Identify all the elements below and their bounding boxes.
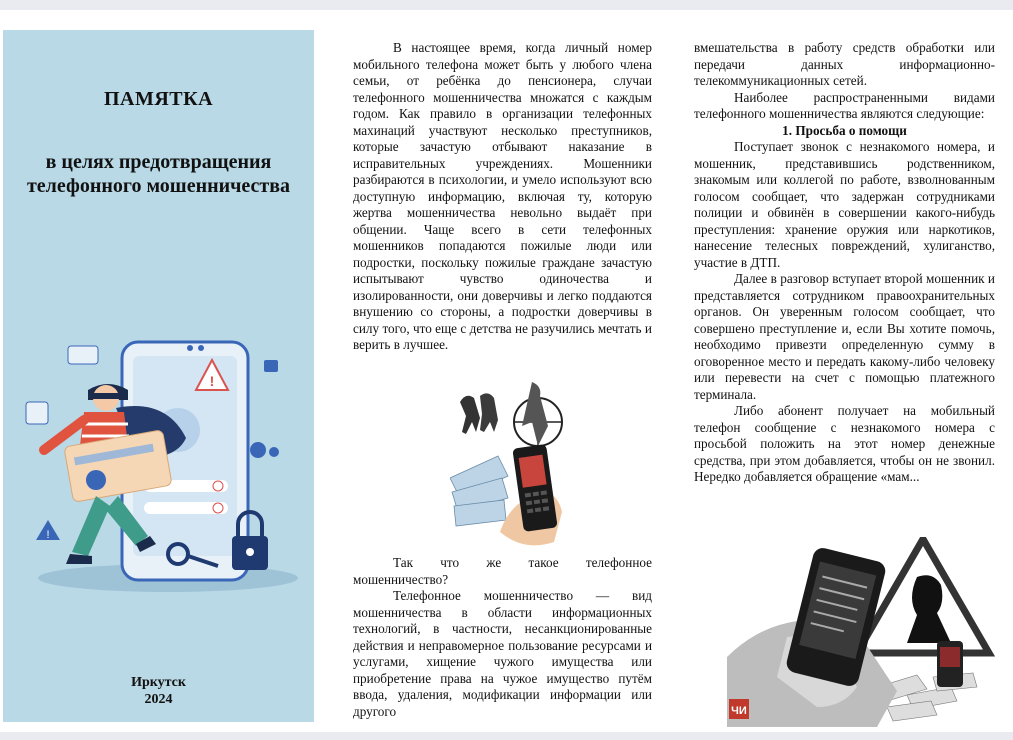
section-heading: 1. Просьба о помощи <box>782 122 907 138</box>
cover-city: Иркутск <box>131 675 186 690</box>
svg-text:!: ! <box>46 529 50 541</box>
phone-warning-image <box>727 537 997 727</box>
paragraph-second-fraudster: Далее в разговор вступает второй мошенник и представляется сотрудником правоохранительных органов. Он уверенным голосом сообщает, что совершено преступление и, если Вы хотите помочь, необходимо привезти определенную сумму в оговоренное место и передать какому-либо человеку или перевести на счет с помощью платежного терминала. <box>694 271 995 402</box>
cover-panel <box>3 30 314 722</box>
cover-subtitle-line-2: телефонного мошенничества <box>26 175 291 197</box>
column-middle-top <box>353 40 652 354</box>
column-right <box>694 40 995 486</box>
cover-subtitle <box>3 150 314 198</box>
paragraph-continuation: вмешательства в работу средств обработки или передачи данных информационно-телекоммуникационных сетей. <box>694 40 995 88</box>
paragraph-question: Так что же такое телефонное мошенничество? <box>353 555 652 587</box>
paragraph-definition: Телефонное мошенничество — вид мошенничества в области информационных технологий, в частности, несанкционированные действия и неправомерное пользование ресурсами и услугами, хищение чужого имущества или приобретение права на чужое имущество путём ввода, удаления, модификации информации или другого <box>353 588 652 719</box>
phone-scam-image <box>450 382 565 547</box>
fraud-illustration <box>18 320 303 600</box>
svg-text:!: ! <box>209 373 215 389</box>
document-page <box>0 10 1013 732</box>
cover-title: ПАМЯТКА <box>103 88 214 110</box>
image-badge: ЧИ <box>731 705 747 717</box>
cover-subtitle-line-1: в целях предотвращения <box>45 151 272 173</box>
column-middle-bottom <box>353 555 652 720</box>
cover-footer <box>3 674 314 708</box>
paragraph-call: Поступает звонок с незнакомого номера, и мошенник, представившись родственником, знакомым или коллегой по работе, взволнованным голосом сообщает, что задержан сотрудниками полиции и обвинён в совершении какого-нибудь преступления: хранение оружия или наркотиков, нанесение телесных повреждений, хулиганство, участие в ДТП. <box>694 139 995 270</box>
paragraph-types-intro: Наиболее распространенными видами телефонного мошенничества являются следующие: <box>694 89 995 121</box>
paragraph-intro: В настоящее время, когда личный номер мобильного телефона может быть у любого члена семьи, от ребёнка до пенсионера, случаи телефонного мошенничества множатся с каждым годом. Как правило в организации телефонных махинаций участвуют несколько преступников, которые зачастую отбывают наказание в исправительных учреждениях. Мошенники разбираются в психологии, и умело используют всю доступную информацию, включая ту, которую жертва мошенничества невольно выдаёт при общении. Чаще всего в сети телефонных мошенников попадаются пожилые люди или подростки, поскольку пожилые граждане зачастую испытывают чувство одиночества и изолированности, они доверчивы и легко поддаются внушению со стороны, а подростки доверчивы в силу того, что еще с детства не разучились мечтать и верить в лучшее. <box>353 40 652 352</box>
paragraph-sms: Либо абонент получает на мобильный телефон сообщение с незнакомого номера с просьбой положить на этот номер денежные средства, при этом добавляется, чтобы он не звонил. Нередко добавляется обращение «мам... <box>694 403 995 484</box>
cover-year: 2024 <box>144 692 173 707</box>
